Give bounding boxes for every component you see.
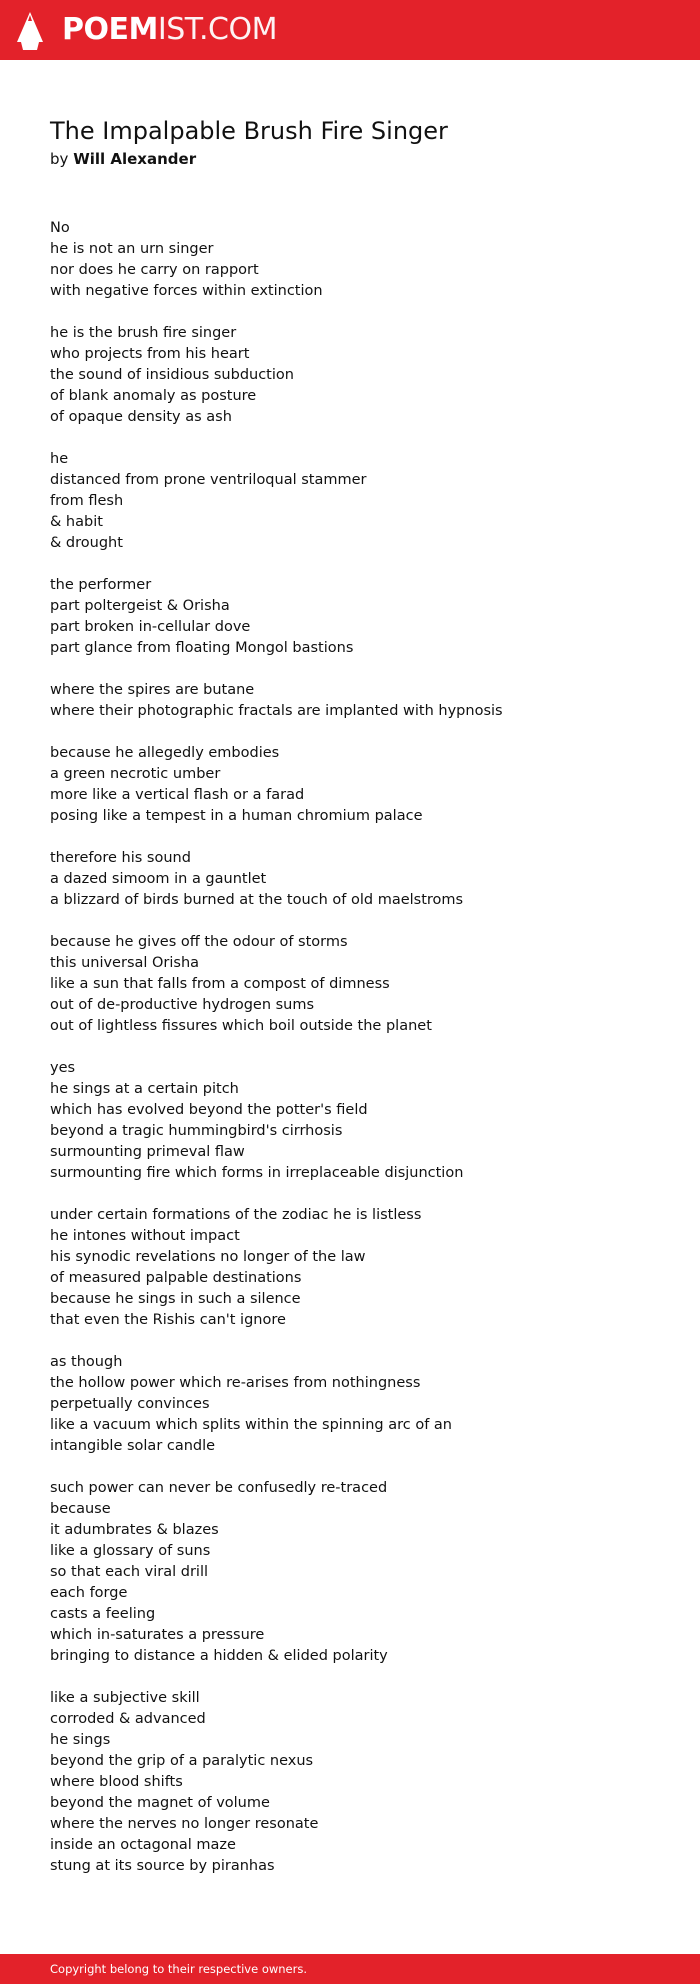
poem-line: like a sun that falls from a compost of dimness [50,976,390,992]
poem-line: he sings [50,1732,111,1748]
poem-line: casts a feeling [50,1606,156,1622]
poem-line: a blizzard of birds burned at the touch of old maelstroms [50,892,464,908]
byline [50,148,196,170]
poem-line: like a vacuum which splits within the spinning arc of an [50,1417,452,1433]
poem-stanza [50,743,670,827]
poem-line: this universal Orisha [50,955,200,971]
logo-light-text: IST.COM [157,12,277,47]
poem-stanza [50,848,670,911]
site-logo[interactable] [62,13,277,47]
poem-stanza [50,323,670,428]
poem-line: the hollow power which re-arises from nothingness [50,1375,421,1391]
poem-line: beyond the magnet of volume [50,1795,270,1811]
poem-line: with negative forces within extinction [50,283,323,299]
poem-line: such power can never be confusedly re-traced [50,1480,388,1496]
poem-line: more like a vertical flash or a farad [50,787,305,803]
poem-line: part poltergeist & Orisha [50,598,230,614]
poem-line: because [50,1501,111,1517]
poem-line: therefore his sound [50,850,191,866]
poem-line: because he sings in such a silence [50,1291,301,1307]
poem-line: which in-saturates a pressure [50,1627,265,1643]
poem-line: out of lightless fissures which boil outside the planet [50,1018,432,1034]
poem-line: where the nerves no longer resonate [50,1816,319,1832]
author-name[interactable]: Will Alexander [73,150,197,168]
poem-line: & drought [50,535,123,551]
poem-line: as though [50,1354,123,1370]
poem-line: nor does he carry on rapport [50,262,259,278]
poem-stanza [50,1478,670,1667]
poem-line: where blood shifts [50,1774,183,1790]
poem-line: he sings at a certain pitch [50,1081,239,1097]
pencil-logo-icon[interactable] [17,12,43,52]
poem-line: of measured palpable destinations [50,1270,302,1286]
poem-line: intangible solar candle [50,1438,216,1454]
poem-line: & habit [50,514,103,530]
poem-line: of opaque density as ash [50,409,232,425]
poem-line: corroded & advanced [50,1711,206,1727]
poem-line: No [50,220,70,236]
poem-line: because he allegedly embodies [50,745,280,761]
poem-stanza [50,932,670,1037]
poem-stanza [50,449,670,554]
poem-line: inside an octagonal maze [50,1837,236,1853]
poem-line: he is the brush fire singer [50,325,237,341]
poem-line: where the spires are butane [50,682,255,698]
poem-stanza [50,1688,670,1877]
poem-line: perpetually convinces [50,1396,210,1412]
copyright-text: Copyright belong to their respective owners. [50,1962,308,1976]
poem-line: the performer [50,577,152,593]
poem-line: posing like a tempest in a human chromium palace [50,808,423,824]
poem-line: who projects from his heart [50,346,250,362]
poem-body [50,218,670,1898]
poem-line: from flesh [50,493,124,509]
poem-line: stung at its source by piranhas [50,1858,275,1874]
poem-line: surmounting fire which forms in irreplaceable disjunction [50,1165,464,1181]
poem-line: which has evolved beyond the potter's field [50,1102,368,1118]
poem-line: because he gives off the odour of storms [50,934,348,950]
byline-prefix: by [50,150,69,168]
poem-line: under certain formations of the zodiac he is listless [50,1207,422,1223]
poem-line: where their photographic fractals are implanted with hypnosis [50,703,503,719]
poem-line: he is not an urn singer [50,241,214,257]
poem-line: a dazed simoom in a gauntlet [50,871,267,887]
poem-stanza [50,218,670,302]
site-footer [0,1954,700,1984]
poem-line: of blank anomaly as posture [50,388,257,404]
poem-line: part glance from floating Mongol bastions [50,640,354,656]
poem-line: surmounting primeval flaw [50,1144,245,1160]
poem-line: his synodic revelations no longer of the law [50,1249,366,1265]
poem-line: that even the Rishis can't ignore [50,1312,286,1328]
poem-stanza [50,575,670,659]
poem-stanza [50,1058,670,1184]
poem-line: each forge [50,1585,128,1601]
logo-bold-text: POEM [62,12,158,47]
poem-line: the sound of insidious subduction [50,367,294,383]
poem-line: part broken in-cellular dove [50,619,251,635]
poem-line: like a glossary of suns [50,1543,211,1559]
poem-line: beyond the grip of a paralytic nexus [50,1753,314,1769]
poem-stanza [50,1205,670,1331]
poem-line: distanced from prone ventriloqual stammer [50,472,367,488]
poem-line: like a subjective skill [50,1690,200,1706]
poem-line: a green necrotic umber [50,766,221,782]
poem-title: The Impalpable Brush Fire Singer [50,117,448,145]
site-header [0,0,700,60]
poem-stanza [50,1352,670,1457]
poem-line: bringing to distance a hidden & elided polarity [50,1648,388,1664]
poem-line: out of de-productive hydrogen sums [50,997,315,1013]
poem-line: he intones without impact [50,1228,240,1244]
poem-line: so that each viral drill [50,1564,209,1580]
poem-line: he [50,451,69,467]
poem-line: it adumbrates & blazes [50,1522,219,1538]
poem-line: beyond a tragic hummingbird's cirrhosis [50,1123,343,1139]
poem-line: yes [50,1060,76,1076]
poem-stanza [50,680,670,722]
